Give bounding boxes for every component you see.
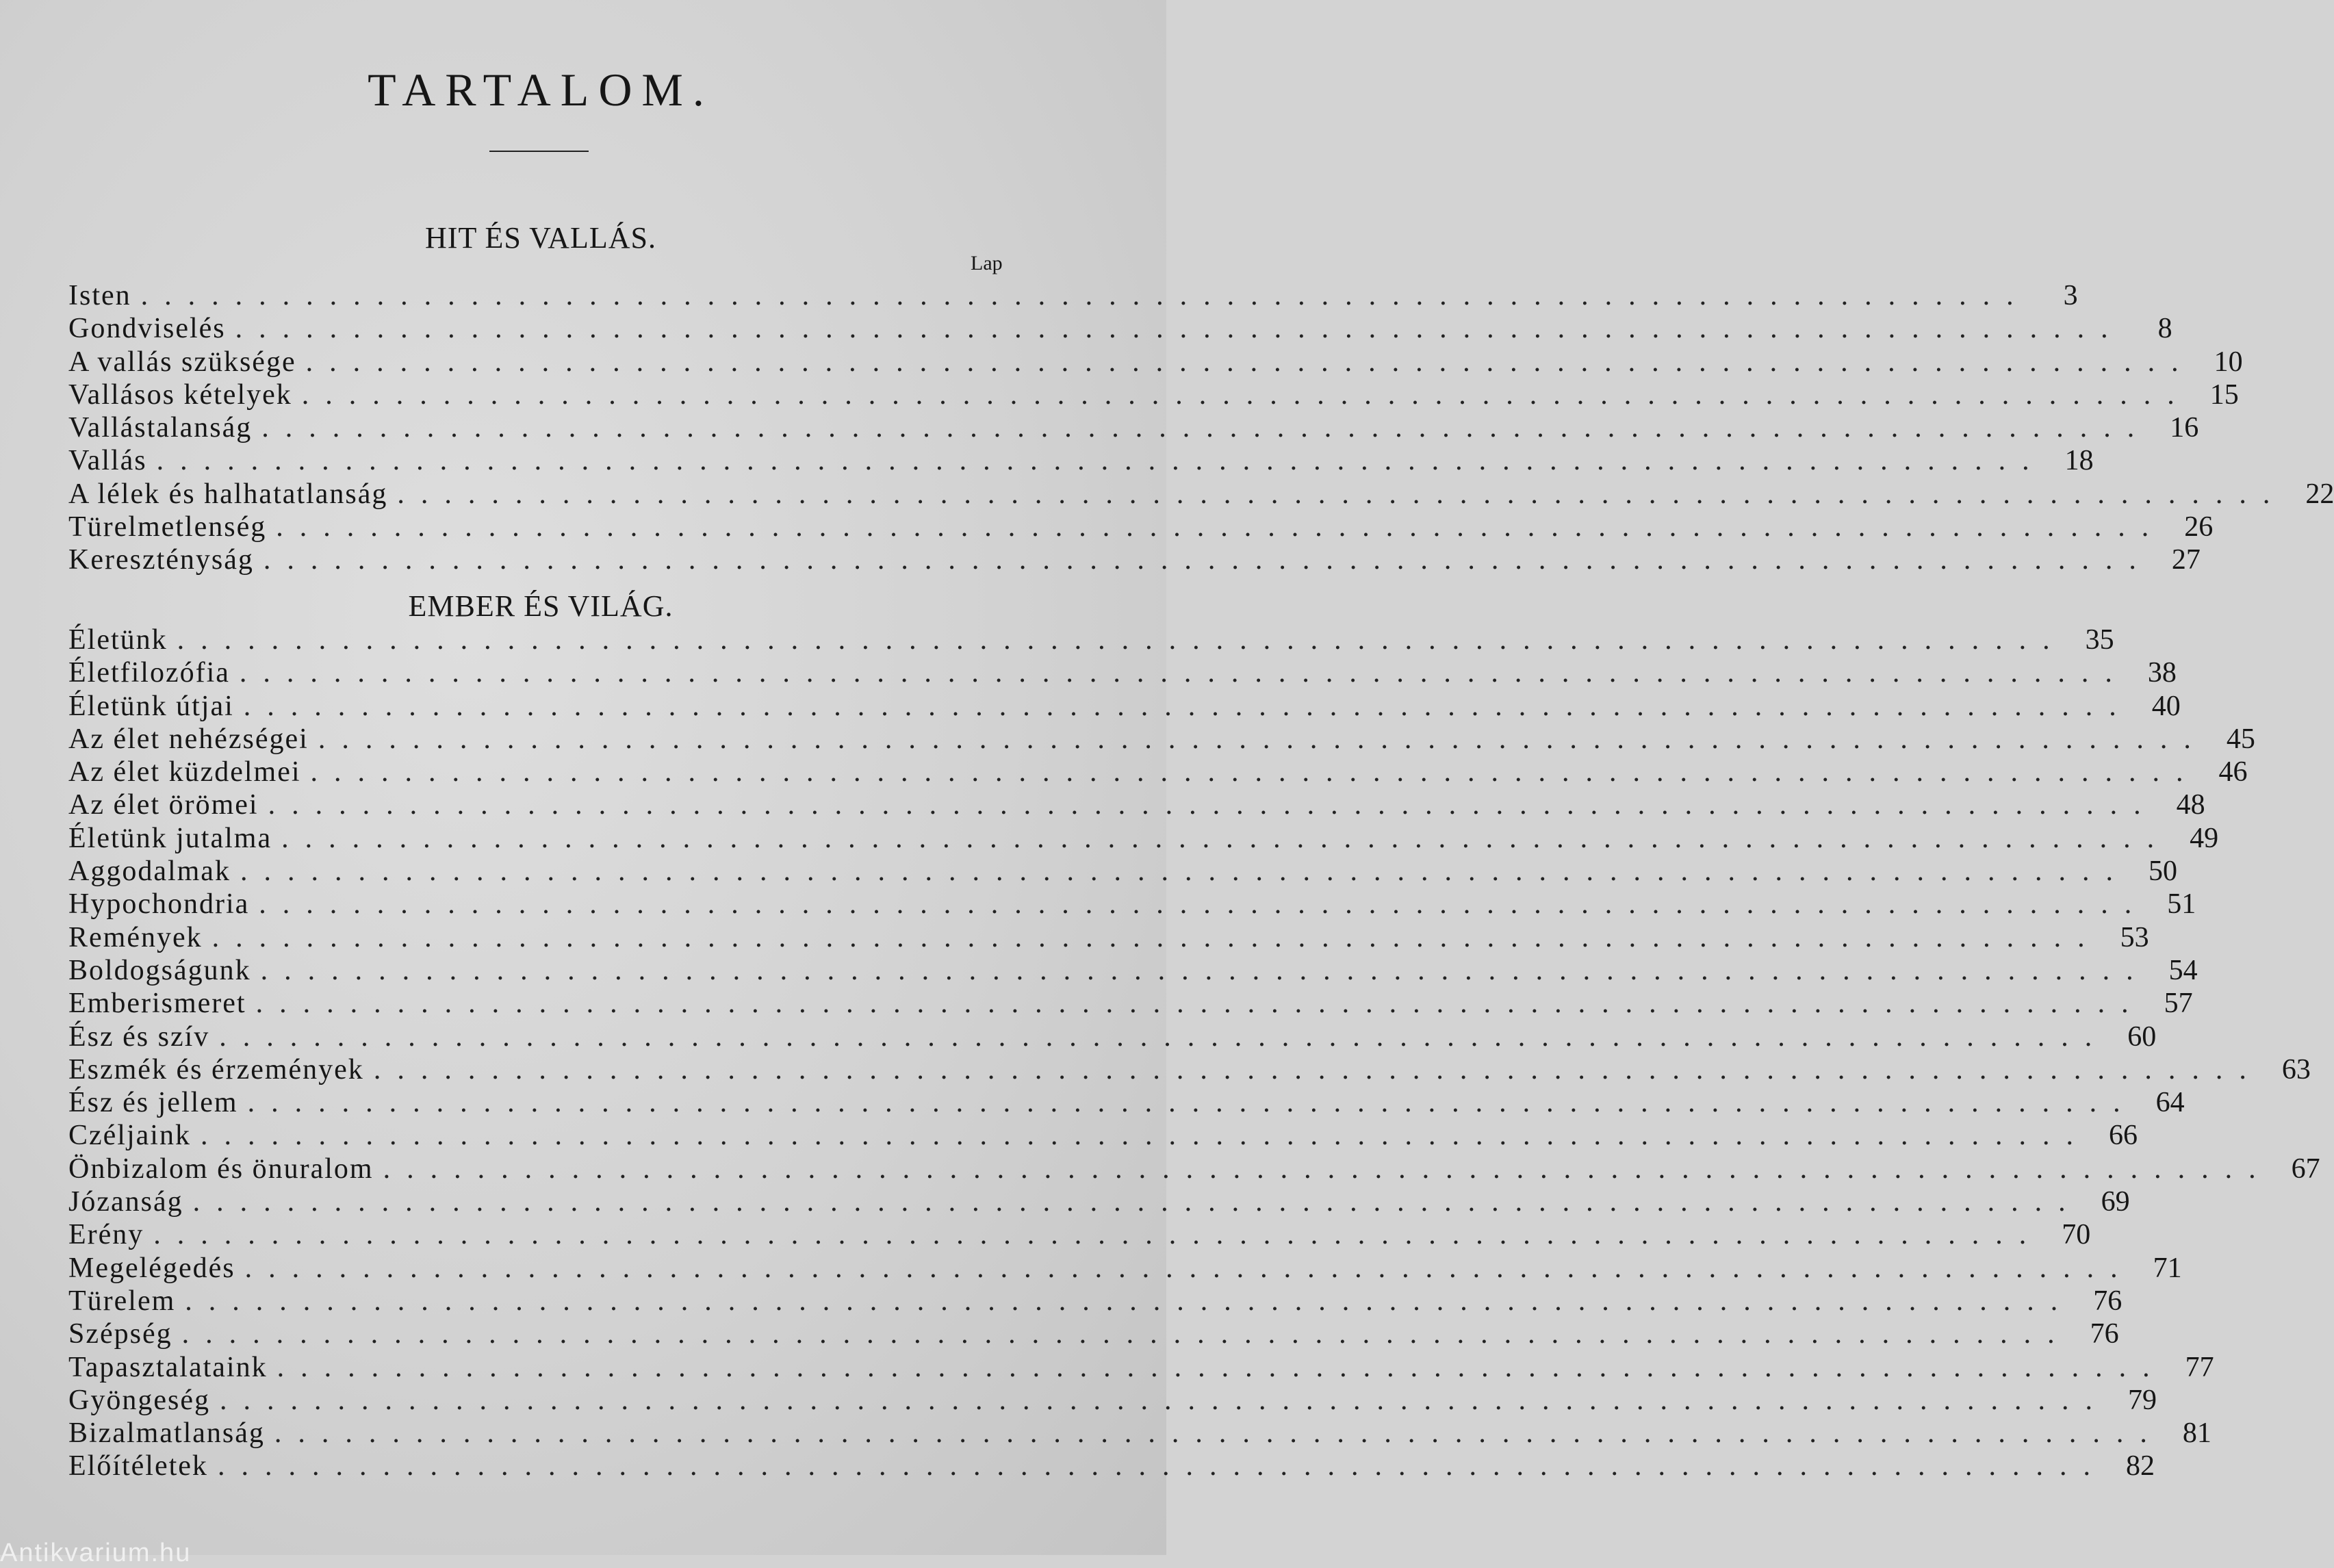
toc-entry — [68, 444, 2094, 477]
toc-entry — [68, 543, 2201, 576]
dot-leader: ................................................................................ — [263, 544, 2153, 576]
toc-entry-title: Józanság — [68, 1186, 183, 1218]
dot-leader: ................................................................................ — [239, 657, 2129, 689]
toc-entry-page-number: 51 — [2167, 888, 2196, 921]
toc-entry — [68, 1053, 2311, 1086]
title-divider — [489, 151, 589, 152]
toc-entry — [68, 1119, 2138, 1152]
toc-entry-title: Keresztényság — [68, 544, 254, 576]
toc-entry-title: Vallás — [68, 445, 147, 477]
toc-entry-title: Remények — [68, 921, 203, 953]
page-title: TARTALOM. — [368, 64, 714, 116]
toc-entry — [68, 1318, 2119, 1350]
toc-entry-title: Megelégedés — [68, 1252, 235, 1284]
dot-leader: ................................................................................ — [200, 1120, 2090, 1152]
toc-entry-page-number: 38 — [2147, 657, 2177, 689]
toc-entry-page-number: 48 — [2176, 789, 2205, 821]
dot-leader: ................................................................................ — [140, 280, 2030, 311]
dot-leader: ................................................................................ — [156, 445, 2046, 477]
dot-leader: ................................................................................ — [255, 988, 2145, 1020]
toc-entry — [68, 788, 2205, 821]
section-heading-hit-es-vallas: HIT ÉS VALLÁS. — [425, 221, 656, 255]
toc-entry-page-number: 81 — [2182, 1417, 2211, 1450]
dot-leader: ................................................................................ — [240, 856, 2129, 888]
dot-leader: ................................................................................ — [192, 1186, 2082, 1218]
toc-entry-page-number: 27 — [2171, 544, 2201, 576]
dot-leader: ................................................................................ — [185, 1285, 2075, 1317]
toc-entry-title: Az élet örömei — [68, 789, 259, 821]
toc-entry-page-number: 77 — [2185, 1351, 2214, 1383]
toc-entry-title: Tapasztalataink — [68, 1351, 268, 1383]
toc-entry-title: Hypochondria — [68, 888, 250, 921]
toc-entry-title: Életünk — [68, 624, 168, 656]
toc-entry-title: Előítéletek — [68, 1450, 208, 1482]
dot-leader: ................................................................................ — [153, 1219, 2043, 1251]
dot-leader: ................................................................................ — [305, 346, 2195, 378]
dot-leader: ................................................................................ — [276, 511, 2166, 543]
toc-entry-title: A vallás szüksége — [68, 346, 296, 378]
toc-entry-page-number: 53 — [2120, 921, 2149, 953]
toc-entry-title: Ész és szív — [68, 1020, 210, 1053]
toc-entry — [68, 478, 2334, 511]
toc-entry-title: Szépség — [68, 1318, 172, 1350]
dot-leader: ................................................................................ — [301, 378, 2191, 411]
toc-entry-title: Bizalmatlanság — [68, 1417, 265, 1450]
toc-entry-page-number: 3 — [2063, 280, 2078, 311]
dot-leader: ................................................................................ — [281, 822, 2171, 854]
toc-entry — [68, 888, 2196, 921]
toc-entry-title: Türelem — [68, 1285, 176, 1317]
dot-leader: ................................................................................ — [268, 789, 2157, 821]
toc-entry — [68, 756, 2248, 788]
toc-entry-title: Gondviselés — [68, 313, 226, 345]
dot-leader: ................................................................................ — [235, 313, 2125, 345]
toc-entry-page-number: 76 — [2093, 1285, 2123, 1317]
toc-entry-page-number: 66 — [2108, 1120, 2138, 1152]
toc-entry-title: Életünk útjai — [68, 690, 234, 722]
dot-leader: ................................................................................ — [243, 690, 2133, 722]
toc-section-2 — [68, 624, 2320, 1483]
toc-entry-title: Czéljaink — [68, 1120, 191, 1152]
toc-entry — [68, 1153, 2320, 1185]
dot-leader: ................................................................................ — [397, 478, 2287, 510]
dot-leader: ................................................................................ — [259, 888, 2149, 921]
toc-entry-title: Életünk jutalma — [68, 822, 272, 854]
dot-leader: ................................................................................ — [261, 412, 2151, 444]
toc-entry — [68, 855, 2177, 888]
toc-entry — [68, 511, 2214, 543]
toc-entry-page-number: 67 — [2291, 1153, 2320, 1185]
toc-entry — [68, 1351, 2214, 1384]
dot-leader: ................................................................................ — [373, 1053, 2263, 1085]
toc-entry — [68, 822, 2219, 855]
toc-entry-page-number: 79 — [2127, 1384, 2157, 1416]
toc-entry-page-number: 10 — [2214, 346, 2243, 378]
dot-leader: ................................................................................ — [244, 1252, 2134, 1284]
toc-entry — [68, 1086, 2185, 1119]
toc-entry-page-number: 71 — [2153, 1252, 2182, 1284]
toc-section-1 — [68, 279, 2334, 577]
toc-entry-page-number: 63 — [2281, 1053, 2311, 1085]
toc-entry — [68, 1285, 2123, 1318]
dot-leader: ................................................................................ — [211, 921, 2101, 953]
section-heading-ember-es-vilag: EMBER ÉS VILÁG. — [408, 589, 674, 623]
toc-entry-page-number: 45 — [2226, 723, 2255, 755]
toc-entry-page-number: 54 — [2168, 954, 2198, 986]
toc-entry-page-number: 57 — [2164, 988, 2193, 1020]
toc-entry — [68, 378, 2239, 411]
toc-entry-page-number: 64 — [2155, 1087, 2185, 1119]
toc-entry-title: A lélek és halhatatlanság — [68, 478, 388, 510]
toc-entry-page-number: 16 — [2170, 412, 2199, 444]
toc-entry-title: Boldogságunk — [68, 954, 251, 986]
dot-leader: ................................................................................ — [181, 1318, 2071, 1350]
dot-leader: ................................................................................ — [219, 1384, 2109, 1416]
toc-entry-title: Önbizalom és önuralom — [68, 1153, 374, 1185]
toc-entry — [68, 1185, 2130, 1218]
dot-leader: ................................................................................ — [177, 624, 2066, 656]
toc-entry-page-number: 46 — [2218, 756, 2248, 788]
toc-entry — [68, 954, 2198, 987]
toc-entry-title: Gyöngeség — [68, 1384, 210, 1416]
toc-entry-title: Ész és jellem — [68, 1087, 238, 1119]
toc-entry — [68, 656, 2177, 689]
toc-entry — [68, 312, 2172, 345]
toc-entry-page-number: 8 — [2157, 313, 2172, 345]
toc-entry-page-number: 40 — [2151, 690, 2181, 722]
toc-entry — [68, 921, 2149, 954]
toc-entry-page-number: 50 — [2148, 856, 2177, 888]
toc-entry-title: Aggodalmak — [68, 856, 231, 888]
toc-entry-title: Vallásos kételyek — [68, 378, 292, 411]
dot-leader: ................................................................................ — [247, 1087, 2137, 1119]
toc-entry-title: Életfilozófia — [68, 657, 230, 689]
toc-entry — [68, 1417, 2211, 1450]
toc-entry — [68, 690, 2181, 723]
toc-entry-title: Az élet küzdelmei — [68, 756, 301, 788]
toc-entry — [68, 411, 2199, 444]
toc-entry-title: Emberismeret — [68, 988, 246, 1020]
dot-leader: ................................................................................ — [219, 1020, 2109, 1053]
toc-entry — [68, 1020, 2157, 1053]
toc-entry-page-number: 26 — [2184, 511, 2214, 543]
toc-entry-page-number: 76 — [2090, 1318, 2119, 1350]
toc-entry — [68, 624, 2114, 656]
dot-leader: ................................................................................ — [310, 756, 2200, 788]
dot-leader: ................................................................................ — [318, 723, 2207, 755]
toc-entry-title: Türelmetlenség — [68, 511, 267, 543]
toc-entry-title: Isten — [68, 280, 131, 311]
toc-entry-page-number: 70 — [2062, 1219, 2091, 1251]
toc-entry-title: Az élet nehézségei — [68, 723, 309, 755]
toc-entry-page-number: 82 — [2125, 1450, 2155, 1482]
toc-entry-title: Vallástalanság — [68, 412, 253, 444]
toc-entry — [68, 1218, 2091, 1251]
watermark: Antikvarium.hu — [0, 1539, 192, 1567]
toc-entry-page-number: 60 — [2127, 1020, 2157, 1053]
toc-entry-title: Erény — [68, 1219, 144, 1251]
page-column-label: Lap — [971, 252, 1003, 274]
toc-entry — [68, 1384, 2157, 1417]
toc-entry — [68, 1450, 2155, 1482]
toc-entry — [68, 1252, 2182, 1285]
toc-entry — [68, 723, 2255, 756]
toc-entry-page-number: 22 — [2305, 478, 2334, 510]
dot-leader: ................................................................................ — [260, 954, 2150, 986]
dot-leader: ................................................................................ — [217, 1450, 2107, 1482]
toc-entry-page-number: 35 — [2085, 624, 2114, 656]
toc-entry-page-number: 69 — [2101, 1186, 2130, 1218]
dot-leader: ................................................................................ — [383, 1153, 2272, 1185]
dot-leader: ................................................................................ — [277, 1351, 2166, 1383]
toc-entry-page-number: 18 — [2064, 445, 2094, 477]
toc-entry-page-number: 49 — [2190, 822, 2219, 854]
dot-leader: ................................................................................ — [274, 1417, 2164, 1450]
toc-entry-page-number: 15 — [2209, 378, 2239, 411]
toc-entry — [68, 987, 2193, 1020]
toc-entry — [68, 346, 2243, 378]
toc-entry — [68, 279, 2078, 312]
toc-entry-title: Eszmék és érzemények — [68, 1053, 364, 1085]
